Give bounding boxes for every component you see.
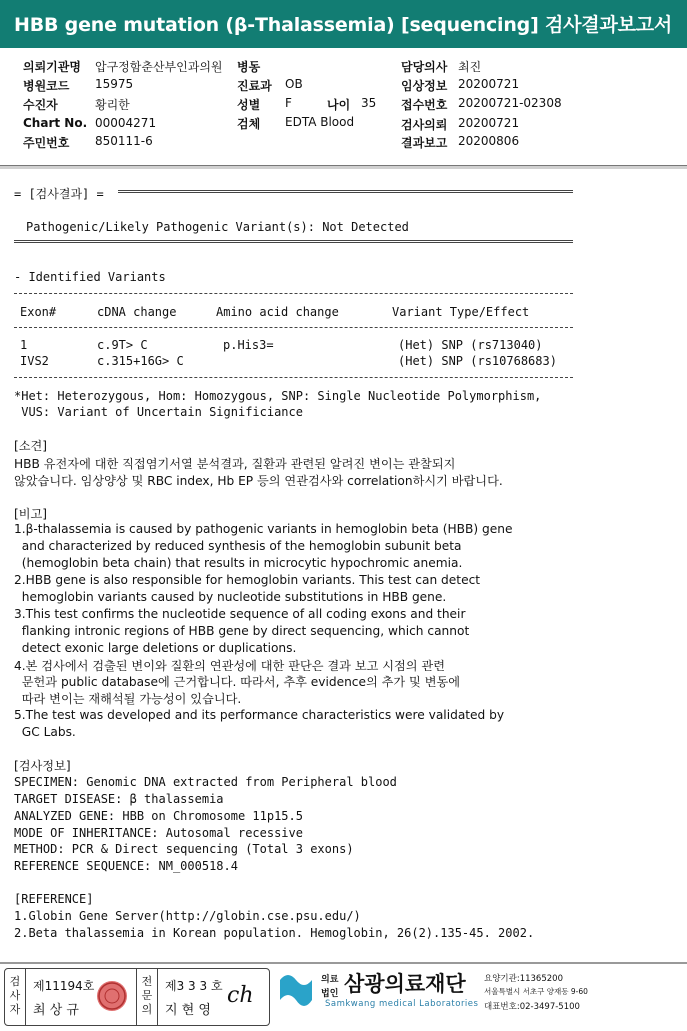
remark-line: 따라 변이는 재해석될 가능성이 있습니다.: [14, 692, 242, 706]
remark-line: 3.This test confirms the nucleotide sequence of all coding exons and their: [14, 607, 466, 621]
sex-value: F: [285, 96, 292, 110]
hospital-code-label: 병원코드: [23, 79, 70, 93]
department-value: OB: [285, 77, 303, 91]
sex-label: 성별: [237, 98, 261, 112]
testinfo-heading: [검사정보]: [14, 759, 71, 773]
reviewer-label-char: 전: [141, 975, 153, 988]
reference-line: 2.Beta thalassemia in Korean population. Hemoglobin, 26(2).135-45. 2002.: [14, 926, 535, 940]
org-prefix-2: 법인: [321, 989, 339, 999]
reviewer-label-char: 문: [141, 989, 153, 1002]
remark-line: 5.The test was developed and its performance characteristics were validated by: [14, 708, 505, 722]
request-date-value: 20200721: [458, 116, 520, 130]
result-summary: Pathogenic/Likely Pathogenic Variant(s): Not Detected: [26, 220, 409, 234]
request-date-label: 검사의뢰: [401, 118, 448, 132]
abbrev-note-2: VUS: Variant of Uncertain Significiance: [14, 405, 303, 419]
row2-variant: (Het) SNP (rs10768683): [398, 354, 557, 368]
report-date-value: 20200806: [458, 134, 520, 148]
table-top-rule: [14, 293, 573, 294]
org-name: 삼광의료재단: [344, 972, 466, 996]
row2-exon: IVS2: [20, 354, 49, 368]
row1-exon: 1: [20, 338, 28, 352]
chart-no-value: 00004271: [95, 116, 157, 130]
row1-amino: p.His3=: [223, 338, 274, 352]
remark-line: 4.본 검사에서 검출된 변이와 질환의 연관성에 대한 판단은 결과 보고 시점의 관련: [14, 659, 445, 673]
department-label: 진료과: [237, 79, 272, 93]
reference-line: 1.Globin Gene Server(http://globin.cse.psu.edu/): [14, 909, 361, 923]
org-logo-icon: [274, 970, 318, 1014]
col-header-cdna: cDNA change: [97, 305, 177, 319]
report-header: [0, 0, 687, 48]
remark-line: GC Labs.: [14, 725, 76, 739]
reviewer-label-cell: [136, 969, 158, 1025]
testinfo-line: TARGET DISEASE: β thalassemia: [14, 792, 224, 806]
tester-license-no: 제11194호: [33, 979, 95, 993]
remark-line: 문헌과 public database에 근거합니다. 따라서, 추후 evidence의 추가 및 변동에: [14, 675, 461, 689]
row1-cdna: c.9T> C: [97, 338, 148, 352]
doctor-label: 담당의사: [401, 60, 448, 74]
result-heading: = [검사결과] =: [14, 187, 104, 201]
col-header-exon: Exon#: [20, 305, 57, 319]
remark-line: hemoglobin variants caused by nucleotide substitutions in HBB gene.: [14, 590, 447, 604]
age-value: 35: [361, 96, 377, 110]
section-divider: [0, 166, 687, 169]
row2-cdna: c.315+16G> C: [97, 354, 184, 368]
specimen-value: EDTA Blood: [285, 115, 355, 129]
ward-label: 병동: [237, 60, 261, 74]
resident-no-value: 850111-6: [95, 134, 153, 148]
identified-variants-title: - Identified Variants: [14, 270, 166, 284]
specimen-label: 검체: [237, 117, 261, 131]
testinfo-line: REFERENCE SEQUENCE: NM_000518.4: [14, 859, 238, 873]
opinion-heading: [소견]: [14, 439, 48, 453]
opinion-line-2: 않았습니다. 임상양상 및 RBC index, Hb EP 등의 연관검사와 correlation하시기 바랍니다.: [14, 474, 503, 488]
receipt-no-value: 20200721-02308: [458, 96, 562, 110]
testinfo-line: METHOD: PCR & Direct sequencing (Total 3 exons): [14, 842, 354, 856]
table-header-rule: [14, 327, 573, 328]
table-bottom-rule: [14, 377, 573, 378]
patient-label: 수진자: [23, 98, 58, 112]
org-logo-text: SML: [278, 1000, 297, 1009]
testinfo-line: ANALYZED GENE: HBB on Chromosome 11p15.5: [14, 809, 303, 823]
org-code: 요양기관:11365200: [484, 974, 563, 984]
tester-name: 최 상 규: [33, 1003, 79, 1018]
clinical-info-value: 20200721: [458, 77, 520, 91]
row1-variant: (Het) SNP (rs713040): [398, 338, 543, 352]
chart-no-label: Chart No.: [23, 116, 88, 130]
doctor-value: 최진: [458, 60, 482, 74]
signature-box: [4, 968, 270, 1026]
resident-no-label: 주민번호: [23, 136, 70, 150]
tester-label-char: 자: [9, 1003, 21, 1016]
double-rule: [14, 240, 573, 243]
hospital-code-value: 15975: [95, 77, 134, 91]
remark-line: and characterized by reduced synthesis of the hemoglobin subunit beta: [14, 539, 462, 553]
org-prefix-1: 의료: [321, 975, 339, 985]
remark-line: (hemoglobin beta chain) that results in microcytic hypochromic anemia.: [14, 556, 463, 570]
remark-line: 1.β-thalassemia is caused by pathogenic variants in hemoglobin beta (HBB) gene: [14, 522, 513, 536]
reviewer-name: 지 현 영: [165, 1003, 211, 1018]
tester-label-cell: [5, 969, 26, 1025]
report-title: HBB gene mutation (β-Thalassemia) [sequencing] 검사결과보고서: [14, 14, 673, 36]
age-label: 나이: [327, 98, 351, 112]
remark-line: 2.HBB gene is also responsible for hemoglobin variants. This test can detect: [14, 573, 481, 587]
testinfo-line: SPECIMEN: Genomic DNA extracted from Peripheral blood: [14, 775, 397, 789]
remark-line: flanking intronic regions of HBB gene by direct sequencing, which cannot: [14, 624, 470, 638]
col-header-variant: Variant Type/Effect: [392, 305, 530, 319]
result-heading-row: [14, 185, 104, 202]
tester-label-char: 검: [9, 975, 21, 988]
org-name-en: Samkwang medical Laboratories: [325, 999, 479, 1009]
clinical-info-label: 임상정보: [401, 79, 448, 93]
org-tel: 대표번호:02-3497-5100: [484, 1002, 580, 1012]
patient-info-panel: [0, 48, 687, 166]
remarks-heading: [비고]: [14, 507, 48, 521]
org-address: 서울특별시 서초구 양재동 9-60: [484, 987, 588, 996]
institution-label: 의뢰기관명: [23, 60, 81, 74]
opinion-line-1: HBB 유전자에 대한 직접염기서열 분석결과, 질환과 관련된 알려진 변이는 관찰되지: [14, 457, 456, 471]
col-header-amino: Amino acid change: [216, 305, 339, 319]
institution-value: 압구정함춘산부인과의원: [95, 60, 223, 74]
remark-line: detect exonic large deletions or duplications.: [14, 641, 297, 655]
result-heading-rule: [118, 190, 573, 193]
reviewer-signature: ch: [227, 983, 254, 1008]
abbrev-note-1: *Het: Heterozygous, Hom: Homozygous, SNP: Single Nucleotide Polymorphism,: [14, 389, 542, 403]
patient-value: 황리한: [95, 98, 130, 112]
report-date-label: 결과보고: [401, 136, 448, 150]
receipt-no-label: 접수번호: [401, 98, 448, 112]
tester-seal-icon: [97, 981, 127, 1011]
reference-heading: [REFERENCE]: [14, 892, 94, 906]
report-footer: [0, 962, 687, 1031]
testinfo-line: MODE OF INHERITANCE: Autosomal recessive: [14, 826, 303, 840]
reviewer-label-char: 의: [141, 1003, 153, 1016]
tester-label-char: 사: [9, 989, 21, 1002]
reviewer-license-no: 제3 3 3 호: [165, 979, 223, 993]
